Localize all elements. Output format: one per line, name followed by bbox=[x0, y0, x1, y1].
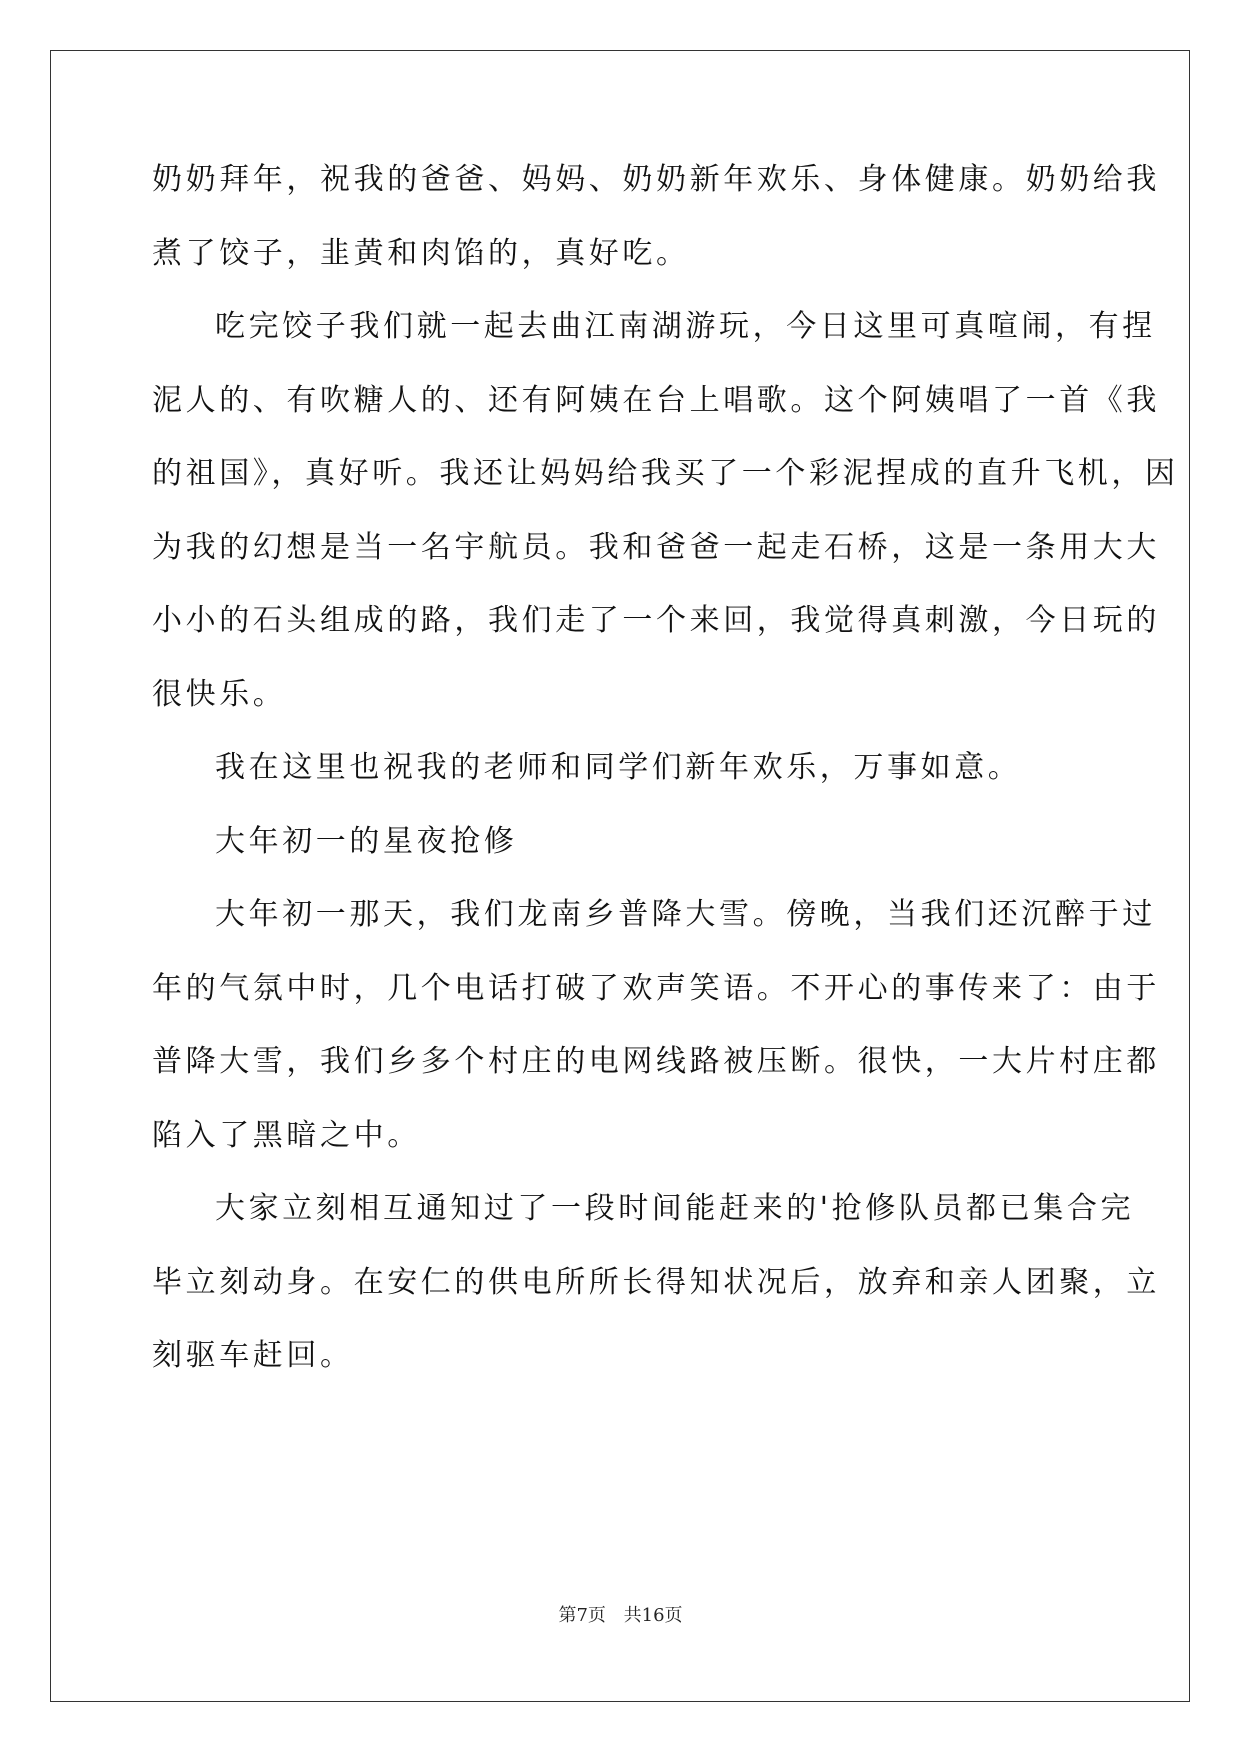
text-line: 小小的石头组成的路，我们走了一个来回，我觉得真刺激，今日玩的 bbox=[152, 603, 1160, 638]
text-line: 陷入了黑暗之中。 bbox=[152, 1118, 421, 1153]
paragraph-start-line: 大年初一那天，我们龙南乡普降大雪。傍晚，当我们还沉醉于过 bbox=[215, 897, 1156, 932]
page-total: 共16页 bbox=[623, 1605, 683, 1626]
text-line: 的祖国》，真好听。我还让妈妈给我买了一个彩泥捏成的直升飞机，因 bbox=[152, 456, 1179, 491]
paragraph-start-line: 我在这里也祝我的老师和同学们新年欢乐，万事如意。 bbox=[215, 750, 1022, 785]
text-line: 普降大雪，我们乡多个村庄的电网线路被压断。很快，一大片村庄都 bbox=[152, 1044, 1160, 1079]
text-line: 刻驱车赶回。 bbox=[152, 1338, 354, 1373]
text-line: 煮了饺子，韭黄和肉馅的，真好吃。 bbox=[152, 236, 690, 271]
section-title: 大年初一的星夜抢修 bbox=[215, 824, 518, 859]
text-line: 为我的幻想是当一名宇航员。我和爸爸一起走石桥，这是一条用大大 bbox=[152, 530, 1160, 565]
text-line: 毕立刻动身。在安仁的供电所所长得知状况后，放弃和亲人团聚，立 bbox=[152, 1265, 1160, 1300]
paragraph-start-line: 大家立刻相互通知过了一段时间能赶来的'抢修队员都已集合完 bbox=[215, 1191, 1135, 1226]
text-line: 很快乐。 bbox=[152, 677, 287, 712]
text-line: 年的气氛中时，几个电话打破了欢声笑语。不开心的事传来了：由于 bbox=[152, 971, 1160, 1006]
paragraph-start-line: 吃完饺子我们就一起去曲江南湖游玩，今日这里可真喧闹，有捏 bbox=[215, 309, 1156, 344]
page-footer bbox=[0, 1604, 1241, 1628]
text-line: 泥人的、有吹糖人的、还有阿姨在台上唱歌。这个阿姨唱了一首《我 bbox=[152, 383, 1160, 418]
page-number: 第7页 bbox=[558, 1605, 606, 1626]
page-border bbox=[50, 50, 1190, 1702]
text-line: 奶奶拜年，祝我的爸爸、妈妈、奶奶新年欢乐、身体健康。奶奶给我 bbox=[152, 162, 1160, 197]
